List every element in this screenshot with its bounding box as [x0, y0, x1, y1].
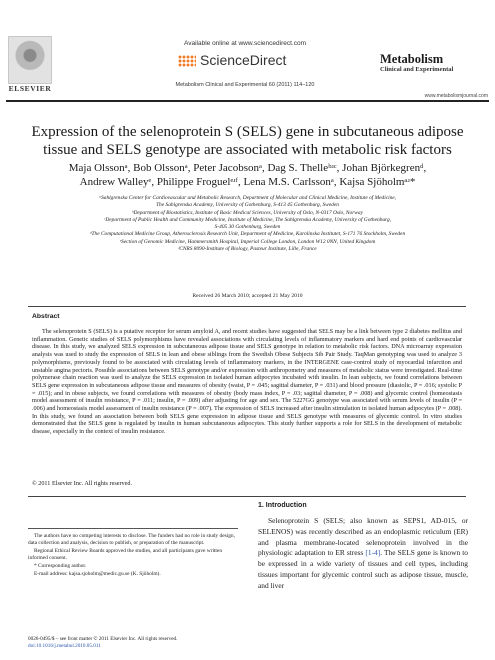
introduction-body	[258, 516, 468, 592]
publisher-wordmark: ELSEVIER	[8, 84, 52, 93]
affiliation-line: ᵉSection of Genomic Medicine, Hammersmith Hospital, Imperial College London, London W12 0NN, United Kingdom	[119, 238, 376, 245]
abstract-heading: Abstract	[32, 313, 60, 320]
affiliation-line: ᶜDepartment of Public Health and Community Medicine, Institute of Medicine, The Sahlgrenska Academy, University of Gothenburg,	[103, 216, 391, 223]
affiliation-line: ᵇDepartment of Biostatistics, Institute of Basic Medical Sciences, University of Oslo, N-0317 Oslo, Norway	[132, 209, 363, 216]
footnote-corresponding: * Corresponding author.	[34, 563, 87, 569]
footnote-ethics: Regional Ethical Review Boards approved the studies, and all participants gave written informed consent.	[28, 548, 223, 561]
introduction-heading: 1. Introduction	[258, 502, 307, 509]
affiliation-line: S-405 30 Gothenburg, Sweden	[214, 224, 281, 231]
intro-text-part: Selenoprotein S (SELS; also known as SEPS1, AD-015, or SELENOS) was recently described as an endoplasmic reticulum (ER) and plasma membrane-located selenoprotein involved in the physiologic adaptation to ER stress	[258, 516, 468, 558]
footnote-interests: The authors have no competing interests to disclose. The funders had no role in study design, data collection and analysis, decision to publish, or preparation of the manuscript.	[28, 533, 235, 546]
affiliation-line: ᵃSahlgrenska Center for Cardiovascular and Metabolic Research, Department of Molecular and Clinical Medicine, Institute of Medicine,	[98, 195, 397, 201]
abstract-copyright: © 2011 Elsevier Inc. All rights reserved.	[32, 480, 133, 487]
affiliations	[30, 195, 465, 253]
author-list	[20, 161, 475, 189]
sciencedirect-name: ScienceDirect	[200, 52, 287, 68]
intro-text-part: . The SELS gene is known to be expressed in a wide variety of tissues and cell types, including tissues important for glycemic control such as adipose tissue, muscle, and liver	[258, 548, 469, 590]
received-dates: Received 26 March 2010; accepted 21 May 2010	[192, 293, 303, 299]
abstract-body: The selenoprotein S (SELS) is a putative receptor for serum amyloid A, and recent studies have suggested that SELS may be a link between type 2 diabetes mellitus and inflammation. Genetic studies of SELS polymorphisms have revealed associations with circulating levels of inflammatory markers and hard end points of cardiovascular disease. In this study, we analyzed SELS expression in subcutaneous adipose tissue and SELS genotype in relation to metabolic risk factors. DNA microarray expression analysis was used to study the expression of SELS in lean and obese siblings from the Swedish Obese Subjects Sib Pair Study. TaqMan genotyping was used to analyze 3 polymorphisms, previously found to be associated with circulating levels of inflammatory markers, in the INTERGENE case-control study of myocardial infarction and unstable angina pectoris. Possible associations between SELS genotype and/or expression with anthropometry and measures of metabolic status were investigated. Real-time polymerase chain reaction was used to analyze the SELS expression in isolated human adipocytes incubated with insulin. In lean subjects, we found correlations between SELS gene expression in subcutaneous adipose tissue and measures of obesity (waist, P = .045; sagittal diameter, P = .031) and blood pressure (diastolic, P = .016; systolic P = .015); and in obese subjects, we found correlations with measures of obesity (body mass index, P = .03; sagittal diameter, P = .008) and glycemic control (homeostasis model assessment of insulin resistance, P = .011; insulin, P = .009) after adjusting for age and sex. The 5227GG genotype was associated with serum levels of insulin (P = .006) and homeostasis model assessment of insulin resistance (P = .007). The expression of SELS increased after insulin stimulation in isolated human adipocytes (P = .008). In this study, we found an association between both SELS gene expression in adipose tissue and SELS genotype with measures of glycemic control. In vitro studies demonstrated that the SELS gene is regulated by insulin in human subcutaneous adipocytes. This study further supports a role for SELS in the development of metabolic disease, especially in the context of insulin resistance.	[32, 328, 462, 436]
elsevier-tree-logo	[8, 36, 52, 84]
header-divider	[6, 100, 489, 102]
doi-link[interactable]: doi:10.1016/j.metabol.2010.05.011	[28, 642, 101, 649]
affiliation-line: ᵈThe Computational Medicine Group, Atherosclerosis Research Unit, Department of Medicine, Karolinska Institutet, S-171 76 Stockholm, Sweden	[89, 231, 406, 238]
available-online-text: Available online at www.sciencedirect.com	[184, 40, 306, 47]
sciencedirect-dots-icon	[178, 55, 196, 67]
journal-url: www.metabolismjournal.com	[424, 93, 488, 99]
article-title: Expression of the selenoprotein S (SELS) gene in subcutaneous adipose tissue and SELS genotype are associated with metabolic risk factors	[31, 124, 464, 158]
reference-link[interactable]: [1-4]	[365, 548, 381, 558]
footnote-email: E-mail address: kajsa.sjoholm@medic.gu.se (K. Sjöholm).	[34, 571, 161, 577]
footnotes	[28, 528, 238, 579]
affiliation-line: The Sahlgrenska Academy, University of Gothenburg, S-413 45 Gothenburg, Sweden	[156, 202, 339, 209]
journal-brand-title: Metabolism	[380, 52, 444, 66]
author-line-2: Andrew Walleyᵉ, Philippe Froguelᵉʴᶠ, Lena M.S. Carlssonᵃ, Kajsa Sjöholmᵃʴ*	[79, 176, 416, 188]
journal-brand-subtitle: Clinical and Experimental	[380, 66, 454, 73]
document-info	[28, 636, 238, 649]
affiliation-line: ᶠCNRS 8090-Institute of Biology, Pasteur Institute, Lille, France	[178, 246, 317, 253]
abstract-section	[28, 306, 466, 497]
front-matter-line: 0026-0495/$ – see front matter © 2011 Elsevier Inc. All rights reserved.	[28, 636, 178, 642]
author-line-1: Maja Olssonᵃ, Bob Olssonᵃ, Peter Jacobsonᵃ, Dag S. Thelleᵇʴᶜ, Johan Björkegrenᵈ,	[68, 162, 427, 174]
journal-citation: Metabolism Clinical and Experimental 60 (2011) 114–120	[175, 82, 315, 88]
